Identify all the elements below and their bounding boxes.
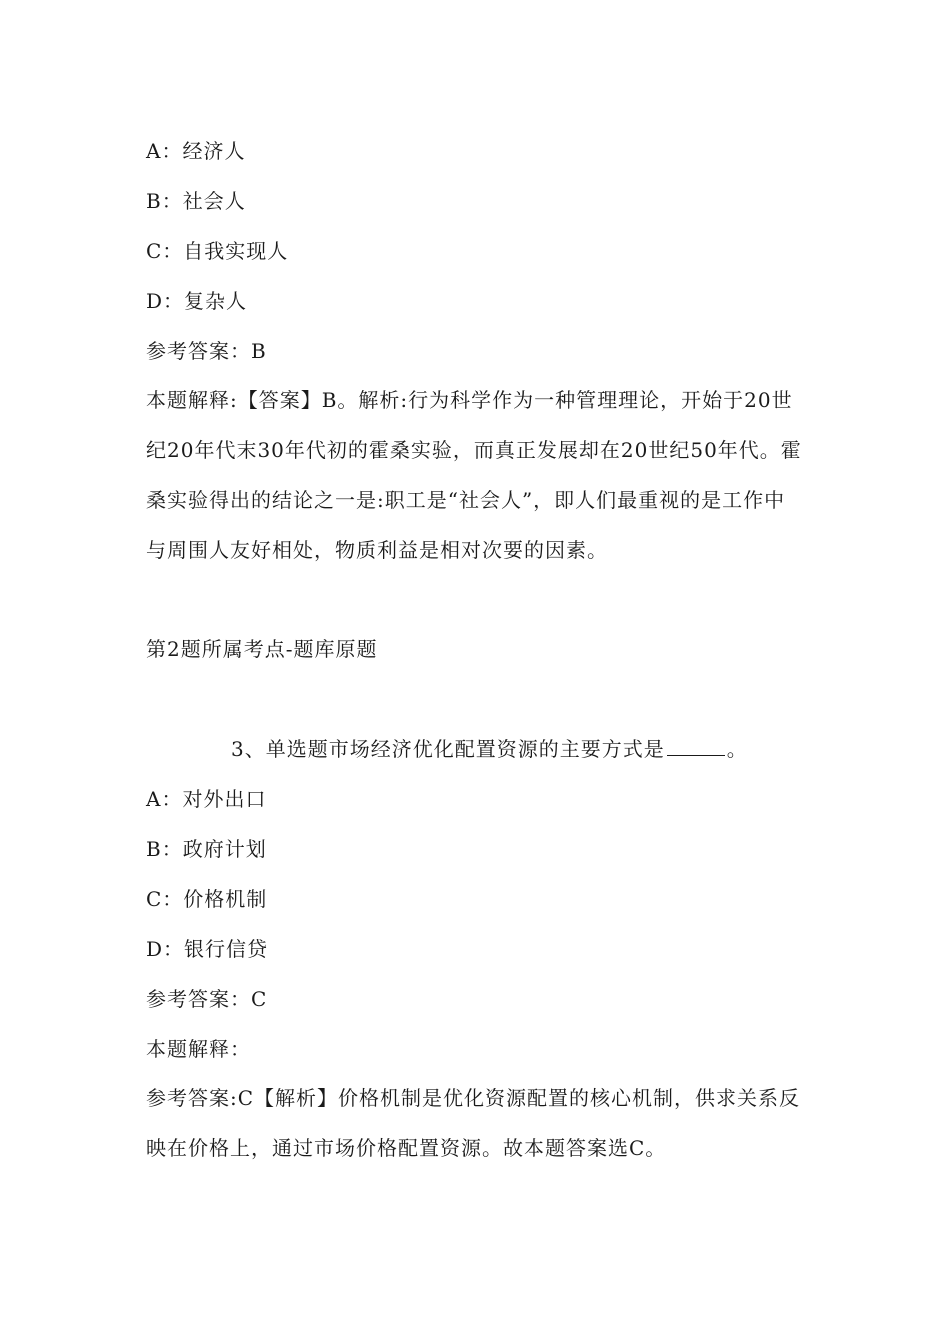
q2-topic: 第2题所属考点-题库原题 — [146, 637, 378, 661]
q3-option-a: A：对外出口 — [146, 787, 267, 811]
q3-option-c: C：价格机制 — [146, 887, 268, 911]
answer-blank — [667, 737, 725, 756]
q2-option-c: C：自我实现人 — [146, 239, 289, 263]
q2-explanation: 本题解释:【答案】B。解析:行为科学作为一种管理理论，开始于20世纪20年代末30年代初的霍桑实验，而真正发展却在20世纪50年代。霍桑实验得出的结论之一是:职工是“社会人”，即人们最重视的是工作中与周围人友好相处，物质利益是相对次要的因素。 — [146, 388, 802, 562]
q2-option-b: B：社会人 — [146, 189, 246, 213]
q3-stem — [231, 724, 821, 774]
q3-answer: 参考答案：C — [146, 987, 268, 1011]
q3-explanation-label: 本题解释： — [146, 1037, 251, 1061]
q2-option-a: A：经济人 — [146, 139, 246, 163]
q3-stem-text: 3、单选题市场经济优化配置资源的主要方式是 — [231, 737, 665, 761]
q2-option-d: D：复杂人 — [146, 289, 248, 313]
q3-option-b: B：政府计划 — [146, 837, 267, 861]
q2-answer: 参考答案：B — [146, 339, 267, 363]
q3-stem-end: 。 — [726, 737, 748, 761]
q3-option-d: D：银行信贷 — [146, 937, 269, 961]
q3-explanation: 参考答案:C【解析】价格机制是优化资源配置的核心机制，供求关系反映在价格上，通过市场价格配置资源。故本题答案选C。 — [146, 1086, 801, 1160]
